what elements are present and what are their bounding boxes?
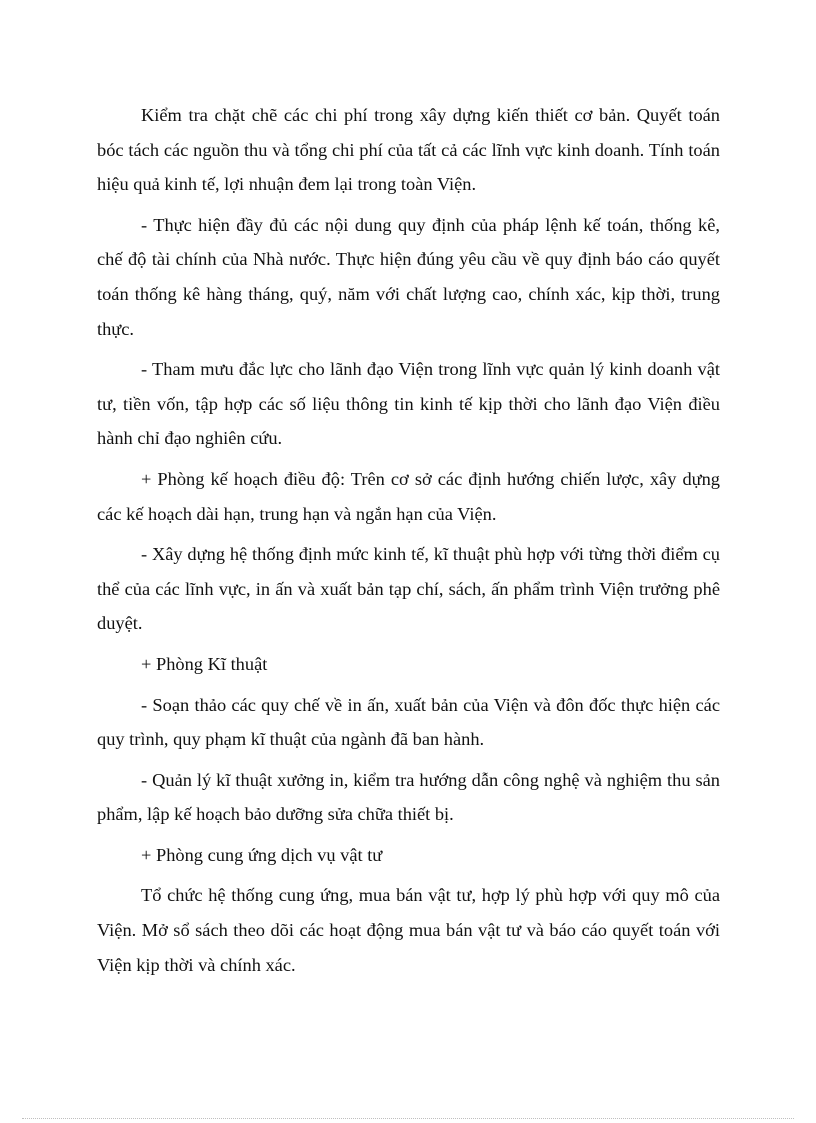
page-bottom-divider (22, 1118, 794, 1119)
document-body (97, 98, 720, 988)
paragraph-1: Kiểm tra chặt chẽ các chi phí trong xây dựng kiến thiết cơ bản. Quyết toán bóc tách các nguồn thu và tổng chi phí của tất cả các lĩnh vực kinh doanh. Tính toán hiệu quả kinh tế, lợi nhuận đem lại trong toàn Viện. (97, 105, 720, 195)
paragraph-9: + Phòng cung ứng dịch vụ vật tư (141, 844, 383, 865)
paragraph-10: Tổ chức hệ thống cung ứng, mua bán vật tư, hợp lý phù hợp với quy mô của Viện. Mở sổ sách theo dõi các hoạt động mua bán vật tư và báo cáo quyết toán với Viện kịp thời và chính xác. (97, 885, 720, 975)
paragraph-4: + Phòng kế hoạch điều độ: Trên cơ sở các định hướng chiến lược, xây dựng các kế hoạch dài hạn, trung hạn và ngắn hạn của Viện. (97, 468, 720, 524)
paragraph-3: - Tham mưu đắc lực cho lãnh đạo Viện trong lĩnh vực quản lý kinh doanh vật tư, tiền vốn, tập hợp các số liệu thông tin kinh tế kịp thời cho lãnh đạo Viện điều hành chỉ đạo nghiên cứu. (97, 359, 720, 449)
paragraph-6: + Phòng Kĩ thuật (141, 653, 268, 674)
paragraph-8: - Quản lý kĩ thuật xưởng in, kiểm tra hướng dẫn công nghệ và nghiệm thu sản phẩm, lập kế hoạch bảo dưỡng sửa chữa thiết bị. (97, 769, 720, 825)
paragraph-2: - Thực hiện đầy đủ các nội dung quy định của pháp lệnh kế toán, thống kê, chế độ tài chính của Nhà nước. Thực hiện đúng yêu cầu về quy định báo cáo quyết toán thống kê hàng tháng, quý, năm với chất lượng cao, chính xác, kịp thời, trung thực. (97, 214, 720, 339)
paragraph-5: - Xây dựng hệ thống định mức kinh tế, kĩ thuật phù hợp với từng thời điểm cụ thể của các lĩnh vực, in ấn và xuất bản tạp chí, sách, ấn phẩm trình Viện trưởng phê duyệt. (97, 544, 720, 634)
paragraph-7: - Soạn thảo các quy chế về in ấn, xuất bản của Viện và đôn đốc thực hiện các quy trình, quy phạm kĩ thuật của ngành đã ban hành. (97, 694, 720, 750)
